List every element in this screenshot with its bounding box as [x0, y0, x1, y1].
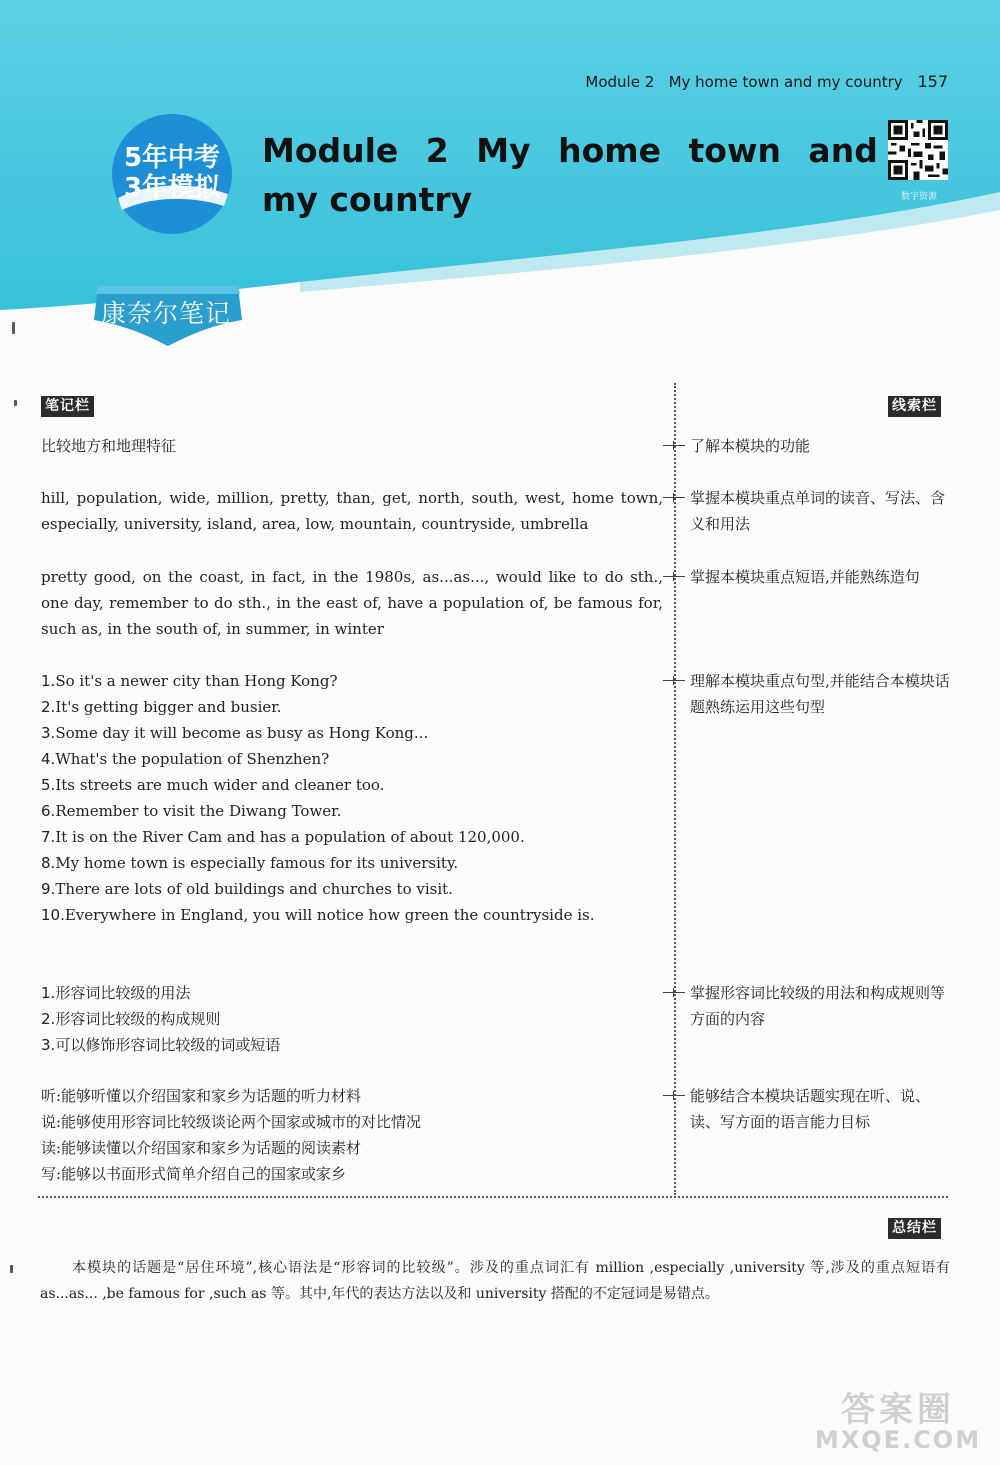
list-item — [41, 772, 663, 798]
summary-text: 本模块的话题是“居住环境”,核心语法是“形容词的比较级”。涉及的重点词汇有 million ,especially ,university 等,涉及的重点短语有 as...as... ,be famous for ,such as 等。其中,年代的表达方法以及和 university 搭配的不定冠词是易错点。 — [40, 1260, 950, 1302]
notes-column-tag: 笔记栏 — [41, 396, 94, 417]
notes-section-sentences — [41, 668, 663, 928]
cues-column-tag: 线索栏 — [888, 396, 941, 417]
skill-speaking: 说:能够使用形容词比较级谈论两个国家或城市的对比情况 — [41, 1113, 422, 1131]
list-number: 3. — [41, 724, 56, 742]
cue-tick — [663, 576, 685, 577]
notes-text: pretty good, on the coast, in fact, in the 1980s, as...as..., would like to do sth., one day, remember to do sth., in the east of, have a population of, be famous for, such as, in the south of, in summer, in winter — [41, 568, 663, 638]
running-head-title: My home town and my country — [668, 73, 903, 91]
cue-section-function — [663, 433, 953, 459]
cue-text: 了解本模块的功能 — [690, 437, 811, 455]
notes-section-skills — [41, 1083, 663, 1187]
notes-section-phrases — [41, 564, 663, 642]
notes-section-vocabulary — [41, 485, 663, 537]
list-item — [41, 668, 663, 694]
cue-text: 能够结合本模块话题实现在听、说、读、写方面的语言能力目标 — [690, 1087, 931, 1131]
list-text: It's getting bigger and busier. — [55, 698, 282, 716]
series-logo — [110, 112, 234, 236]
list-number: 4. — [41, 750, 56, 768]
cue-tick — [663, 1095, 685, 1096]
cue-text: 掌握本模块重点单词的读音、写法、含义和用法 — [690, 489, 946, 533]
list-text: Everywhere in England, you will notice how green the countryside is. — [64, 906, 595, 924]
page-number: 157 — [917, 72, 948, 91]
skill-listening: 听:能够听懂以介绍国家和家乡为话题的听力材料 — [41, 1087, 362, 1105]
cue-section-phrases — [663, 564, 953, 590]
qr-caption: 数字资源 — [900, 192, 937, 202]
list-text: There are lots of old buildings and churches to visit. — [55, 880, 453, 898]
site-watermark — [808, 1382, 988, 1458]
scan-mark — [12, 322, 15, 334]
cue-tick — [663, 497, 685, 498]
qr-code-icon[interactable] — [888, 120, 948, 180]
list-text: 形容词比较级的用法 — [55, 984, 191, 1002]
module-title-line2: my country — [262, 180, 473, 219]
list-item — [41, 746, 663, 772]
list-text: It is on the River Cam and has a population of about 120,000. — [55, 828, 525, 846]
module-title-line1: Module 2 My home town and — [262, 131, 878, 170]
cue-section-vocabulary — [663, 485, 953, 537]
notes-text: hill, population, wide, million, pretty, than, get, north, south, west, home town, especially, university, island, area, low, mountain, countryside, umbrella — [41, 489, 663, 533]
list-item — [41, 850, 663, 876]
cue-section-grammar — [663, 980, 953, 1032]
logo-line1: 5年中考 — [123, 143, 221, 173]
list-number: 2. — [41, 1010, 56, 1028]
cue-text: 掌握形容词比较级的用法和构成规则等方面的内容 — [690, 984, 946, 1028]
list-number: 5. — [41, 776, 56, 794]
logo-line2: 3年模拟 — [123, 173, 221, 203]
list-number: 6. — [41, 802, 56, 820]
cornell-notes-title: 康奈尔笔记 — [100, 299, 231, 328]
list-item — [41, 980, 663, 1006]
cue-section-skills — [663, 1083, 953, 1135]
list-text: 形容词比较级的构成规则 — [55, 1010, 221, 1028]
list-item — [41, 824, 663, 850]
list-text: My home town is especially famous for its university. — [55, 854, 459, 872]
list-item — [41, 720, 663, 746]
watermark-line1: 答案圈 — [841, 1390, 955, 1430]
notes-section-function — [41, 433, 663, 459]
list-item — [41, 1006, 663, 1032]
cue-text: 理解本模块重点句型,并能结合本模块话题熟练运用这些句型 — [690, 672, 950, 716]
list-text: Its streets are much wider and cleaner too. — [55, 776, 385, 794]
list-item — [41, 798, 663, 824]
cue-section-sentences — [663, 668, 953, 720]
list-number: 10. — [41, 906, 65, 924]
cue-tick — [663, 680, 685, 681]
skill-reading: 读:能够读懂以介绍国家和家乡为话题的阅读素材 — [41, 1139, 362, 1157]
list-text: Some day it will become as busy as Hong Kong... — [55, 724, 429, 742]
notes-text: 比较地方和地理特征 — [41, 437, 177, 455]
running-head — [585, 72, 948, 91]
skill-writing: 写:能够以书面形式简单介绍自己的国家或家乡 — [41, 1165, 347, 1183]
list-item — [41, 876, 663, 902]
cue-tick — [663, 992, 685, 993]
list-number: 2. — [41, 698, 56, 716]
list-number: 1. — [41, 984, 56, 1002]
list-number: 1. — [41, 672, 56, 690]
list-item — [41, 902, 663, 928]
list-text: 可以修饰形容词比较级的词或短语 — [55, 1036, 281, 1054]
list-item — [41, 694, 663, 720]
summary-tag: 总结栏 — [888, 1218, 941, 1239]
list-text: So it's a newer city than Hong Kong? — [55, 672, 338, 690]
scan-mark — [14, 400, 17, 406]
list-number: 3. — [41, 1036, 56, 1054]
list-item — [41, 1032, 663, 1058]
list-number: 7. — [41, 828, 56, 846]
list-number: 8. — [41, 854, 56, 872]
running-head-module: Module 2 — [585, 73, 655, 91]
list-text: Remember to visit the Diwang Tower. — [55, 802, 342, 820]
watermark-line2: MXQE.COM — [814, 1426, 982, 1454]
list-number: 9. — [41, 880, 56, 898]
list-text: What's the population of Shenzhen? — [55, 750, 330, 768]
summary-divider — [38, 1196, 948, 1198]
cue-tick — [663, 445, 685, 446]
cue-text: 掌握本模块重点短语,并能熟练造句 — [690, 568, 920, 586]
module-title — [262, 126, 878, 224]
scan-mark — [10, 1265, 13, 1273]
notes-section-grammar — [41, 980, 663, 1058]
